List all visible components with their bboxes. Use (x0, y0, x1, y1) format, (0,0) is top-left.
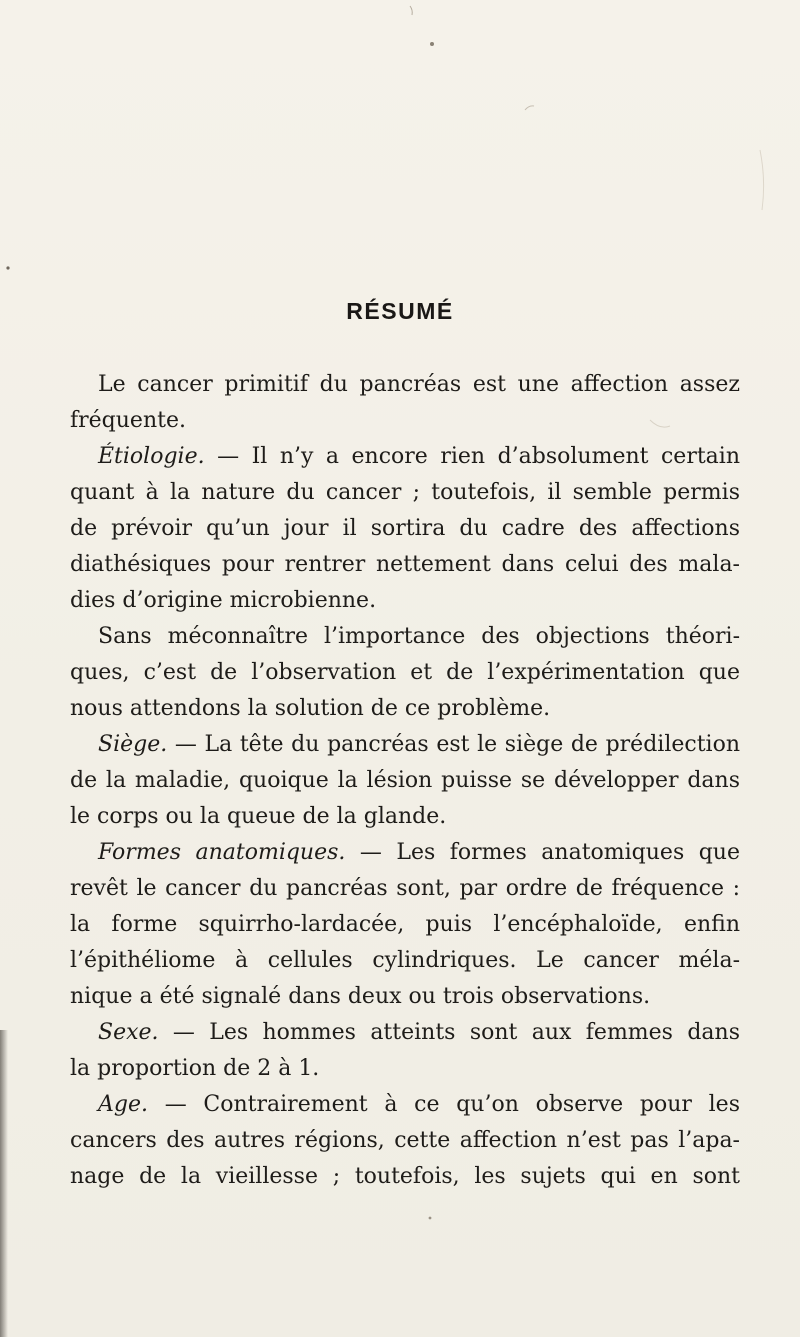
section-label-siege: Siège. (98, 732, 168, 757)
speck (6, 266, 9, 269)
text-line: quant à la nature du cancer ; toutefois, il semble permis (70, 480, 740, 505)
text-line: nous attendons la solution de ce problème. (70, 696, 551, 721)
text-line: Sans méconnaître l’importance des objections théori- (98, 624, 740, 649)
section-label-etiologie: Étiologie. (98, 444, 205, 469)
text-line: Formes anatomiques. — Les formes anatomiques que (98, 840, 740, 865)
text-line: ques, c’est de l’observation et de l’expérimentation que (70, 660, 740, 685)
speck (430, 42, 434, 46)
text-line: la proportion de 2 à 1. (70, 1056, 320, 1081)
page-title: RÉSUMÉ (346, 298, 454, 324)
text-line: Sexe. — Les hommes atteints sont aux femmes dans (98, 1020, 740, 1045)
text-line: Siège. — La tête du pancréas est le siège de prédilection (98, 732, 740, 757)
paper-mark (525, 106, 534, 110)
text-line: diathésiques pour rentrer nettement dans celui des mala- (70, 552, 740, 577)
text-line: dies d’origine microbienne. (70, 588, 377, 613)
text-line: revêt le cancer du pancréas sont, par ordre de fréquence : (70, 876, 740, 901)
text-line: l’épithéliome à cellules cylindriques. Le cancer méla- (70, 948, 740, 973)
page-edge-shadow (0, 1030, 8, 1337)
text-line: nique a été signalé dans deux ou trois observations. (70, 984, 651, 1009)
section-label-formes: Formes anatomiques. (98, 840, 346, 865)
text-line: de prévoir qu’un jour il sortira du cadre des affections (70, 516, 740, 541)
summary-text (70, 367, 740, 1195)
text-line: la forme squirrho-lardacée, puis l’encéphaloïde, enfin (70, 912, 740, 937)
section-label-age: Age. (98, 1092, 148, 1117)
text-line: cancers des autres régions, cette affection n’est pas l’apa- (70, 1128, 740, 1153)
text-line: fréquente. (70, 408, 186, 433)
paper-mark (760, 150, 764, 210)
section-label-sexe: Sexe. (98, 1020, 159, 1045)
text-line: Étiologie. — Il n’y a encore rien d’absolument certain (98, 444, 740, 469)
text-line: le corps ou la queue de la glande. (70, 804, 447, 829)
text-line: Le cancer primitif du pancréas est une affection assez (98, 372, 740, 397)
text-line: nage de la vieillesse ; toutefois, les sujets qui en sont (70, 1164, 740, 1189)
text-line: Age. — Contrairement à ce qu’on observe pour les (98, 1092, 740, 1117)
paper-mark (410, 6, 412, 15)
speck (429, 1217, 432, 1220)
text-line: de la maladie, quoique la lésion puisse se développer dans (70, 768, 740, 793)
